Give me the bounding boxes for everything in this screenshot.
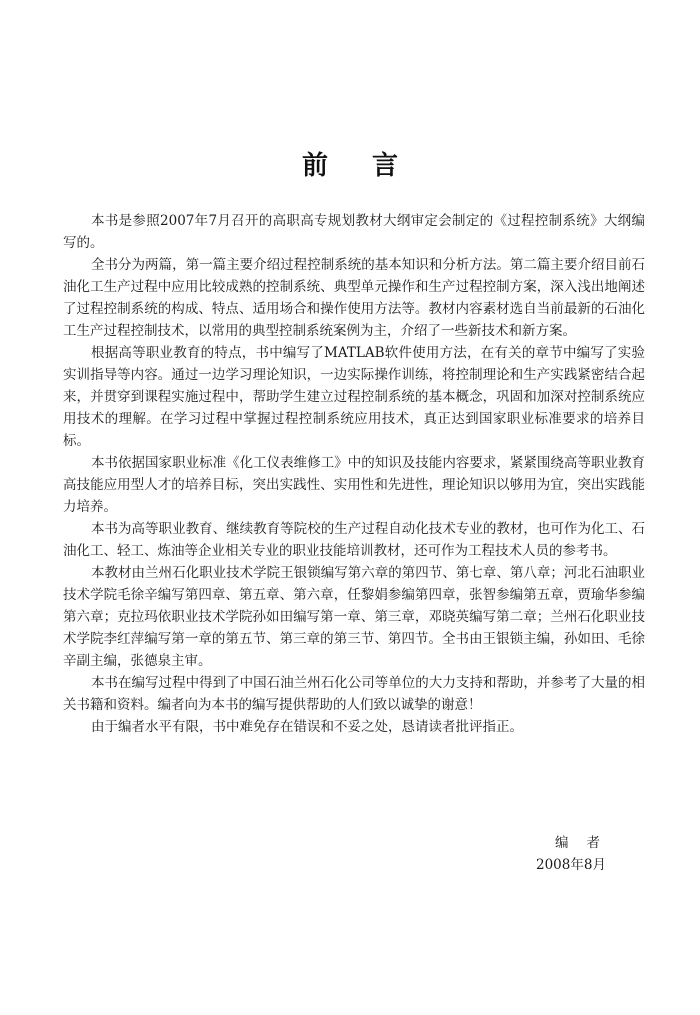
paragraph-5: 本书为高等职业教育、继续教育等院校的生产过程自动化技术专业的教材，也可作为化工、石油化工、轻工、炼油等企业相关专业的职业技能培训教材，还可作为工程技术人员的参考书。: [63, 521, 645, 559]
paragraph-2: 全书分为两篇，第一篇主要介绍过程控制系统的基本知识和分析方法。第二篇主要介绍目前石油化工生产过程中应用比较成熟的控制系统、典型单元操作和生产过程控制方案，深入浅出地阐述了过程控制系统的构成、特点、适用场合和操作使用方法等。教材内容素材选自当前最新的石油化工生产过程控制技术，以常用的典型控制系统案例为主，介绍了一些新技术和新方案。: [63, 257, 645, 339]
paragraph-1: 本书是参照2007年7月召开的高职高专规划教材大纲审定会制定的《过程控制系统》大纲编写的。: [63, 213, 645, 251]
paragraph-4: 本书依据国家职业标准《化工仪表维修工》中的知识及技能内容要求，紧紧围绕高等职业教育高技能应用型人才的培养目标，突出实践性、实用性和先进性，理论知识以够用为宜，突出实践能力培养。: [63, 455, 645, 515]
paragraph-3: 根据高等职业教育的特点，书中编写了MATLAB软件使用方法，在有关的章节中编写了实验实训指导等内容。通过一边学习理论知识，一边实际操作训练，将控制理论和生产实践紧密结合起来，并贯穿到课程实施过程中，帮助学生建立过程控制系统的基本概念，巩固和加深对控制系统应用技术的理解。在学习过程中掌握过程控制系统应用技术，真正达到国家职业标准要求的培养目标。: [63, 345, 645, 449]
paragraph-7: 本书在编写过程中得到了中国石油兰州石化公司等单位的大力支持和帮助，并参考了大量的相关书籍和资料。编者向为本书的编写提供帮助的人们致以诚挚的谢意！: [63, 675, 645, 713]
paragraph-8: 由于编者水平有限，书中难免存在错误和不妥之处，恳请读者批评指正。: [91, 719, 523, 735]
page-title: 前言: [301, 151, 442, 181]
preface-body: [63, 210, 645, 738]
paragraph-6: 本教材由兰州石化职业技术学院王银锁编写第六章的第四节、第七章、第八章；河北石油职业技术学院毛徐辛编写第四章、第五章、第六章，任黎娟参编第四章，张智参编第五章，贾瑜华参编第六章；克拉玛依职业技术学院孙如田编写第一章、第三章，邓晓英编写第二章；兰州石化职业技术学院李红萍编写第一章的第五节、第三章的第三节、第四节。全书由王银锁主编，孙如田、毛徐辛副主编，张德泉主审。: [63, 565, 645, 669]
signature-date: 2008年8月: [536, 857, 606, 873]
signature-author: 编者: [555, 835, 618, 851]
